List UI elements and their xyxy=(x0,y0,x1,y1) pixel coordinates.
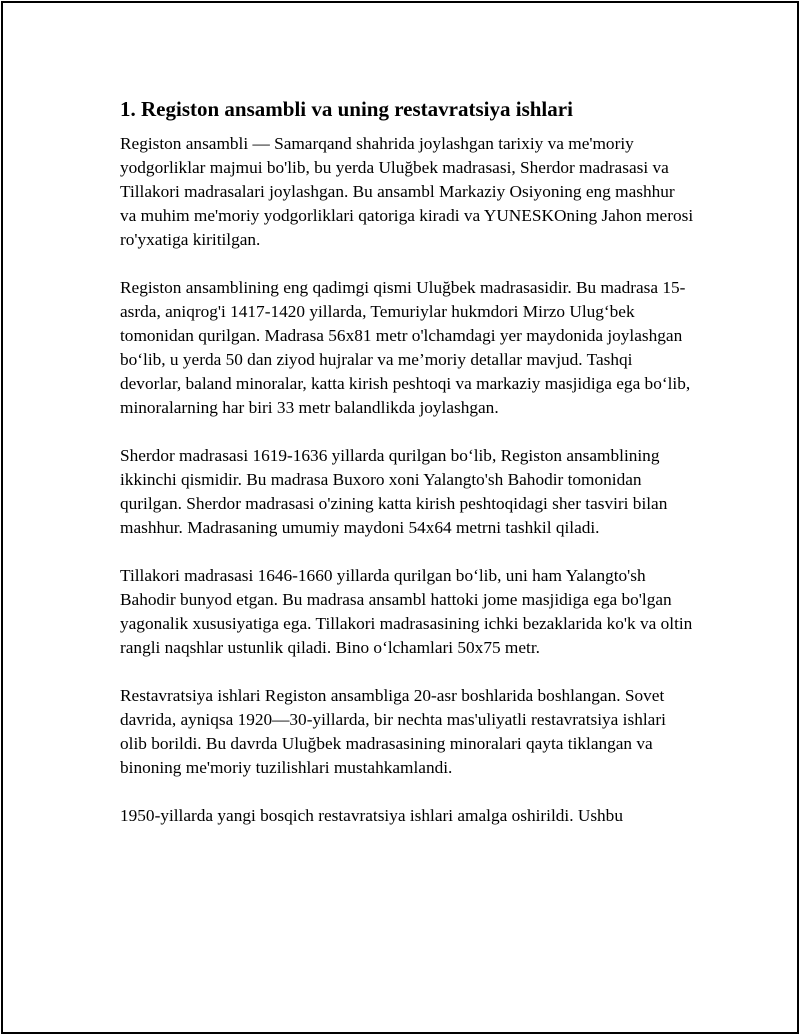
document-page xyxy=(1,1,799,1034)
paragraph-tillakori-madrasa: Tillakori madrasasi 1646-1660 yillarda qurilgan bo‘lib, uni ham Yalangto'sh Bahodir bunyod etgan. Bu madrasa ansambl hattoki jome masjidiga ega bo'lgan yagonalik xususiyatiga ega. Tillakori madrasasining ichki bezaklarida ko'k va oltin rangli naqshlar ustunlik qiladi. Bino o‘lchamlari 50x75 metr. xyxy=(120,566,693,657)
paragraph-overview: Registon ansambli — Samarqand shahrida joylashgan tarixiy va me'moriy yodgorliklar majmui bo'lib, bu yerda Uluğbek madrasasi, Sherdor madrasasi va Tillakori madrasalari joylashgan. Bu ansambl Markaziy Osiyoning eng mashhur va muhim me'moriy yodgorliklari qatoriga kiradi va YUNESKOning Jahon merosi ro'yxatiga kiritilgan. xyxy=(120,134,694,249)
paragraph-ulugbek-madrasa: Registon ansamblining eng qadimgi qismi Uluğbek madrasasidir. Bu madrasa 15-asrda, aniqrog'i 1417-1420 yillarda, Temuriylar hukmdori Mirzo Ulug‘bek tomonidan qurilgan. Madrasa 56x81 metr o'lchamdagi yer maydonida joylashgan bo‘lib, u yerda 50 dan ziyod hujralar va me’moriy detallar mavjud. Tashqi devorlar, baland minoralar, katta kirish peshtoqi va markaziy masjidiga ega bo‘lib, minoralarning har biri 33 metr balandlikda joylashgan. xyxy=(120,278,691,417)
paragraph-restoration-history: Restavratsiya ishlari Registon ansambliga 20-asr boshlarida boshlangan. Sovet davrida, ayniqsa 1920—30-yillarda, bir nechta mas'uliyatli restavratsiya ishlari olib borildi. Bu davrda Uluğbek madrasasining minoralari qayta tiklangan va binoning me'moriy tuzilishlari mustahkamlandi. xyxy=(120,686,666,777)
paragraph-1950s-restoration: 1950-yillarda yangi bosqich restavratsiya ishlari amalga oshirildi. Ushbu xyxy=(120,806,623,825)
paragraph-sherdor-madrasa: Sherdor madrasasi 1619-1636 yillarda qurilgan bo‘lib, Registon ansamblining ikkinchi qismidir. Bu madrasa Buxoro xoni Yalangto'sh Bahodir tomonidan qurilgan. Sherdor madrasasi o'zining katta kirish peshtoqidagi sher tasviri bilan mashhur. Madrasaning umumiy maydoni 54x64 metrni tashkil qiladi. xyxy=(120,446,668,537)
document-body xyxy=(120,94,695,852)
section-heading: 1. Registon ansambli va uning restavratsiya ishlari xyxy=(120,97,573,121)
